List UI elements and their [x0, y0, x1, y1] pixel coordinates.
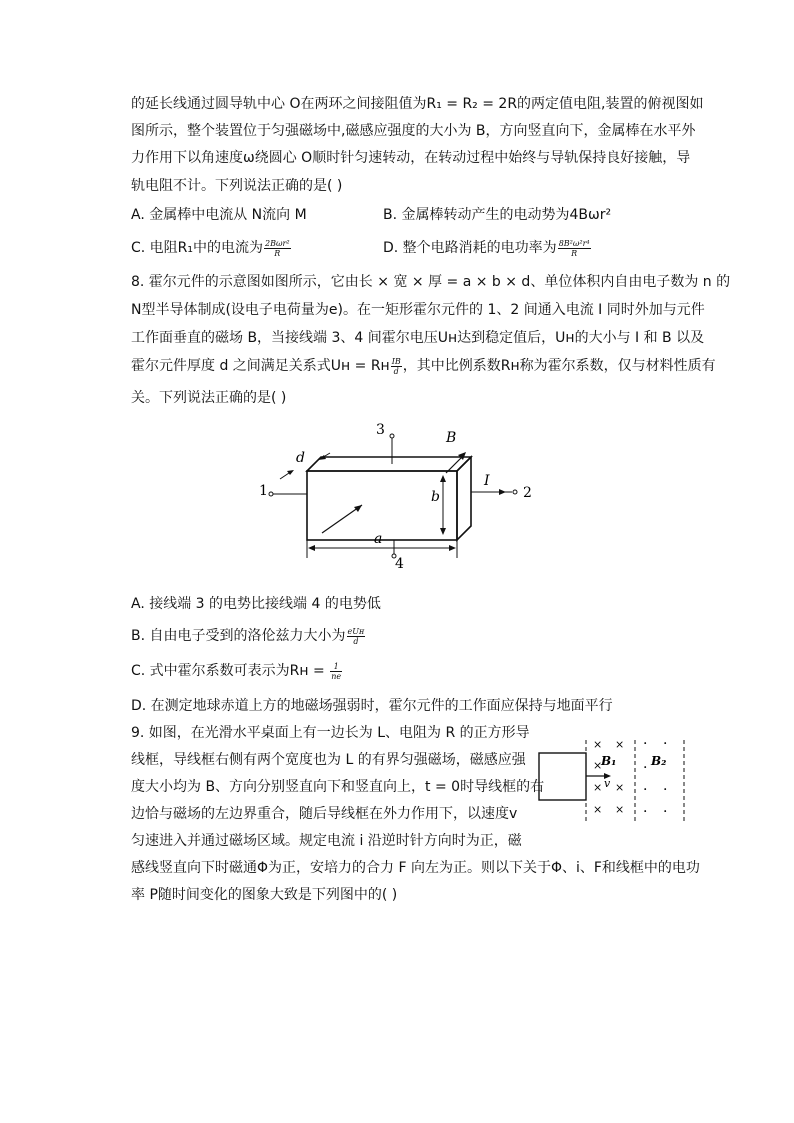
electron-velocity-arrowhead	[354, 505, 362, 512]
q8-line-5: 关。下列说法正确的是( )	[131, 390, 287, 406]
field-dot-mark: ·	[663, 804, 668, 820]
q8-option-b-fraction	[347, 627, 366, 646]
q9-line-5: 匀速进入并通过磁场区域。规定电流 i 沿逆时针方向时为正，磁	[131, 833, 522, 849]
q9-line-7: 率 P随时间变化的图象大致是下列图中的( )	[131, 887, 398, 903]
fraction-denominator: ne	[331, 671, 342, 681]
q7-option-d-text: D. 整个电路消耗的电功率为	[383, 240, 557, 256]
q8-line-1: 8. 霍尔元件的示意图如图所示，它由长 × 宽 × 厚 = a × b × d、单位体积内自由电子数为 n 的	[131, 274, 731, 290]
fraction-denominator: d	[353, 636, 359, 646]
q7-option-a: A. 金属棒中电流从 N流向 M	[131, 207, 307, 223]
q7-option-c-fraction	[264, 239, 291, 258]
field-cross-mark: ×	[615, 738, 625, 751]
field-dot-mark: ·	[643, 760, 648, 776]
terminal-1-node	[269, 492, 273, 496]
magnetic-field-label: B	[446, 430, 457, 446]
fraction-denominator: R	[274, 248, 281, 258]
hall-element-figure	[250, 415, 550, 575]
height-arrowhead-top	[440, 475, 446, 482]
field-dot-mark: ·	[663, 782, 668, 798]
q9-line-1: 9. 如图，在光滑水平桌面上有一边长为 L、电阻为 R 的正方形导	[131, 725, 530, 741]
field-b2-dots	[643, 736, 667, 820]
square-coil	[539, 753, 586, 800]
field-cross-mark: ×	[615, 803, 625, 816]
field-dot-mark: ·	[663, 736, 668, 752]
q8-line-4-text: 霍尔元件厚度 d 之间满足关系式Uʜ = Rʜ	[131, 358, 390, 374]
q8-line-2: N型半导体制成(设电子电荷量为e)。在一矩形霍尔元件的 1、2 间通入电流 I 同时外加与元件	[131, 302, 705, 318]
current-label: I	[484, 473, 490, 489]
q7-option-d	[383, 238, 592, 258]
terminal-2-label: 2	[523, 485, 532, 501]
q7-line-1: 的延长线通过圆导轨中心 O在两环之间接阻值为R₁ = R₂ = 2R的两定值电阻,装置的俯视图如	[131, 96, 704, 112]
length-arrowhead-right	[449, 545, 456, 551]
q7-option-c	[131, 238, 292, 258]
q8-option-d: D. 在测定地球赤道上方的地磁场强弱时，霍尔元件的工作面应保持与地面平行	[131, 698, 613, 714]
fraction-numerator: 2Bωr²	[265, 238, 290, 248]
length-label: a	[374, 531, 383, 547]
field-cross-mark: ×	[593, 738, 603, 751]
thickness-label: d	[296, 450, 305, 466]
terminal-2-node	[513, 490, 517, 494]
q8-option-c-fraction	[330, 662, 342, 681]
magnetic-field-figure	[535, 736, 695, 828]
fraction-denominator: d	[393, 366, 399, 376]
q8-line-4	[131, 356, 716, 376]
q8-option-a: A. 接线端 3 的电势比接线端 4 的电势低	[131, 596, 381, 612]
terminal-1-label: 1	[259, 483, 268, 499]
q8-line-3: 工作面垂直的磁场 B，当接线端 3、4 间霍尔电压Uʜ达到稳定值后，Uʜ的大小与 I 和 B 以及	[131, 330, 705, 346]
field-cross-mark: ×	[593, 759, 603, 772]
terminal-4-label: 4	[395, 556, 404, 572]
box-front-face	[307, 471, 457, 540]
q7-line-3: 力作用下以角速度ω绕圆心 O顺时针匀速转动，在转动过程中始终与导轨保持良好接触，导	[131, 150, 691, 166]
q8-option-c	[131, 661, 343, 681]
fraction-numerator: 1	[330, 662, 342, 672]
box-side-face	[457, 457, 471, 540]
field-cross-mark: ×	[615, 781, 625, 794]
q7-option-b: B. 金属棒转动产生的电动势为4Bωr²	[383, 207, 612, 223]
q7-line-4: 轨电阻不计。下列说法正确的是( )	[131, 178, 343, 194]
field-b1-label: B₁	[601, 754, 617, 768]
field-dot-mark: ·	[643, 782, 648, 798]
fraction-numerator: 8B²ω²r⁴	[558, 238, 590, 248]
thickness-arrowhead-left	[287, 470, 294, 475]
terminal-3-node	[390, 434, 394, 438]
fraction-numerator: IB	[391, 356, 401, 366]
q7-option-d-fraction	[558, 239, 591, 258]
q9-line-6: 感线竖直向下时磁通Φ为正，安培力的合力 F 向左为正。则以下关于Φ、i、F和线框中的电功	[131, 860, 700, 876]
terminal-3-label: 3	[376, 422, 385, 438]
q9-line-2: 线框，导线框右侧有两个宽度也为 L 的有界匀强磁场，磁感应强	[131, 752, 526, 768]
field-dot-mark: ·	[643, 804, 648, 820]
height-label: b	[431, 489, 440, 505]
q7-option-c-text: C. 电阻R₁中的电流为	[131, 240, 264, 256]
q8-line-4-tail: ，其中比例系数Rʜ称为霍尔系数，仅与材料性质有	[402, 358, 716, 374]
box-top-face	[307, 457, 471, 471]
velocity-label: v	[604, 777, 611, 790]
q8-option-b	[131, 626, 366, 646]
fraction-denominator: R	[571, 248, 578, 258]
current-arrowhead	[499, 489, 506, 495]
field-cross-mark: ×	[593, 781, 603, 794]
field-b2-label: B₂	[651, 754, 667, 768]
fraction-numerator: eUʜ	[347, 626, 365, 636]
height-arrowhead-bottom	[440, 528, 446, 535]
q9-line-3: 度大小均为 B、方向分别竖直向下和竖直向上，t = 0时导线框的右	[131, 779, 545, 795]
field-dot-mark: ·	[643, 736, 648, 752]
length-arrowhead-left	[308, 545, 315, 551]
field-cross-mark: ×	[593, 803, 603, 816]
q8-option-c-text: C. 式中霍尔系数可表示为Rʜ =	[131, 663, 330, 679]
q8-option-b-text: B. 自由电子受到的洛伦兹力大小为	[131, 628, 346, 644]
q7-line-2: 图所示，整个装置位于匀强磁场中,磁感应强度的大小为 B，方向竖直向下，金属棒在水平外	[131, 123, 696, 139]
magnetic-field-arrowhead	[458, 452, 466, 460]
q8-formula-fraction	[391, 357, 402, 376]
q9-line-4: 边恰与磁场的左边界重合，随后导线框在外力作用下，以速度v	[131, 806, 518, 822]
